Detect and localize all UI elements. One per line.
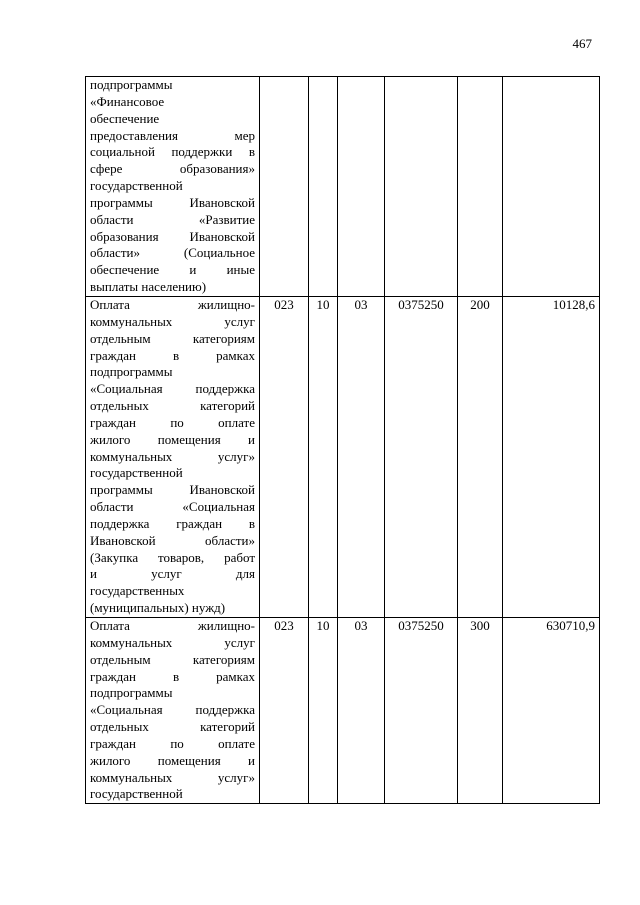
row-name-line: (Закупка товаров, работ (90, 549, 255, 565)
row-name-line: Оплата жилищно- (90, 296, 255, 312)
row-name-line: программы Ивановской (90, 482, 255, 498)
ministry-code-cell (260, 77, 309, 297)
row-name-line: государственной (90, 178, 183, 194)
row-name-line: обеспечение (90, 110, 160, 126)
row-name-cell (86, 296, 260, 617)
section-code-cell: 10 (309, 618, 338, 804)
row-name-line: государственной (90, 465, 183, 481)
row-name-line: «Финансовое (90, 93, 165, 109)
row-name-line: коммунальных услуг» (90, 769, 255, 785)
row-name-line: Оплата жилищно- (90, 618, 255, 633)
row-name-line: граждан в рамках (90, 347, 255, 363)
amount-cell (503, 77, 600, 297)
row-name-line: отдельных категорий (90, 719, 255, 735)
ministry-code-cell: 023 (260, 296, 309, 617)
row-name-line: отдельным категориям (90, 651, 255, 667)
row-name-line: коммунальных услуг (90, 313, 255, 329)
table-row (86, 296, 600, 617)
section-code-cell: 10 (309, 296, 338, 617)
row-name-line: Ивановской области» (90, 532, 255, 548)
row-name-line: граждан по оплате (90, 414, 255, 430)
target-code-cell: 0375250 (385, 618, 458, 804)
row-name-line: отдельным категориям (90, 330, 255, 346)
row-name-line: государственных (90, 583, 185, 599)
amount-cell: 10128,6 (503, 296, 600, 617)
table-row (86, 77, 600, 297)
row-name-line: граждан по оплате (90, 735, 255, 751)
row-name-line: предоставления мер (90, 127, 255, 143)
row-name-line: граждан в рамках (90, 668, 255, 684)
row-name-line: отдельных категорий (90, 398, 255, 414)
target-code-cell: 0375250 (385, 296, 458, 617)
row-name-line: области «Социальная (90, 499, 255, 515)
subsection-code-cell: 03 (338, 618, 385, 804)
row-name-line: подпрограммы (90, 685, 173, 701)
row-name-line: выплаты населению) (90, 279, 207, 295)
row-name-line: социальной поддержки в (90, 144, 255, 160)
row-name-line: коммунальных услуг (90, 634, 255, 650)
row-name-line: обеспечение и иные (90, 262, 255, 278)
row-name-line: жилого помещения и (90, 752, 255, 768)
row-name-line: государственной (90, 786, 183, 802)
row-name-line: образования Ивановской (90, 228, 255, 244)
row-name-line: (муниципальных) нужд) (90, 600, 226, 616)
row-name-line: поддержка граждан в (90, 515, 255, 531)
table-body (86, 77, 600, 804)
section-code-cell (309, 77, 338, 297)
row-name-line: и услуг для (90, 566, 255, 582)
row-name-line: программы Ивановской (90, 194, 255, 210)
row-name-line: сфере образования» (90, 161, 255, 177)
expense-type-cell: 300 (458, 618, 503, 804)
row-name-cell (86, 618, 260, 804)
row-name-line: «Социальная поддержка (90, 381, 255, 397)
row-name-line: подпрограммы (90, 364, 173, 380)
page-number: 467 (572, 36, 592, 51)
ministry-code-cell: 023 (260, 618, 309, 804)
budget-table (85, 76, 600, 804)
subsection-code-cell (338, 77, 385, 297)
expense-type-cell: 200 (458, 296, 503, 617)
row-name-line: «Социальная поддержка (90, 702, 255, 718)
row-name-line: жилого помещения и (90, 431, 255, 447)
amount-cell: 630710,9 (503, 618, 600, 804)
expense-type-cell (458, 77, 503, 297)
target-code-cell (385, 77, 458, 297)
subsection-code-cell: 03 (338, 296, 385, 617)
table-row (86, 618, 600, 804)
row-name-line: подпрограммы (90, 77, 173, 92)
row-name-line: коммунальных услуг» (90, 448, 255, 464)
row-name-line: области «Развитие (90, 211, 255, 227)
row-name-line: области» (Социальное (90, 245, 255, 261)
row-name-cell (86, 77, 260, 297)
